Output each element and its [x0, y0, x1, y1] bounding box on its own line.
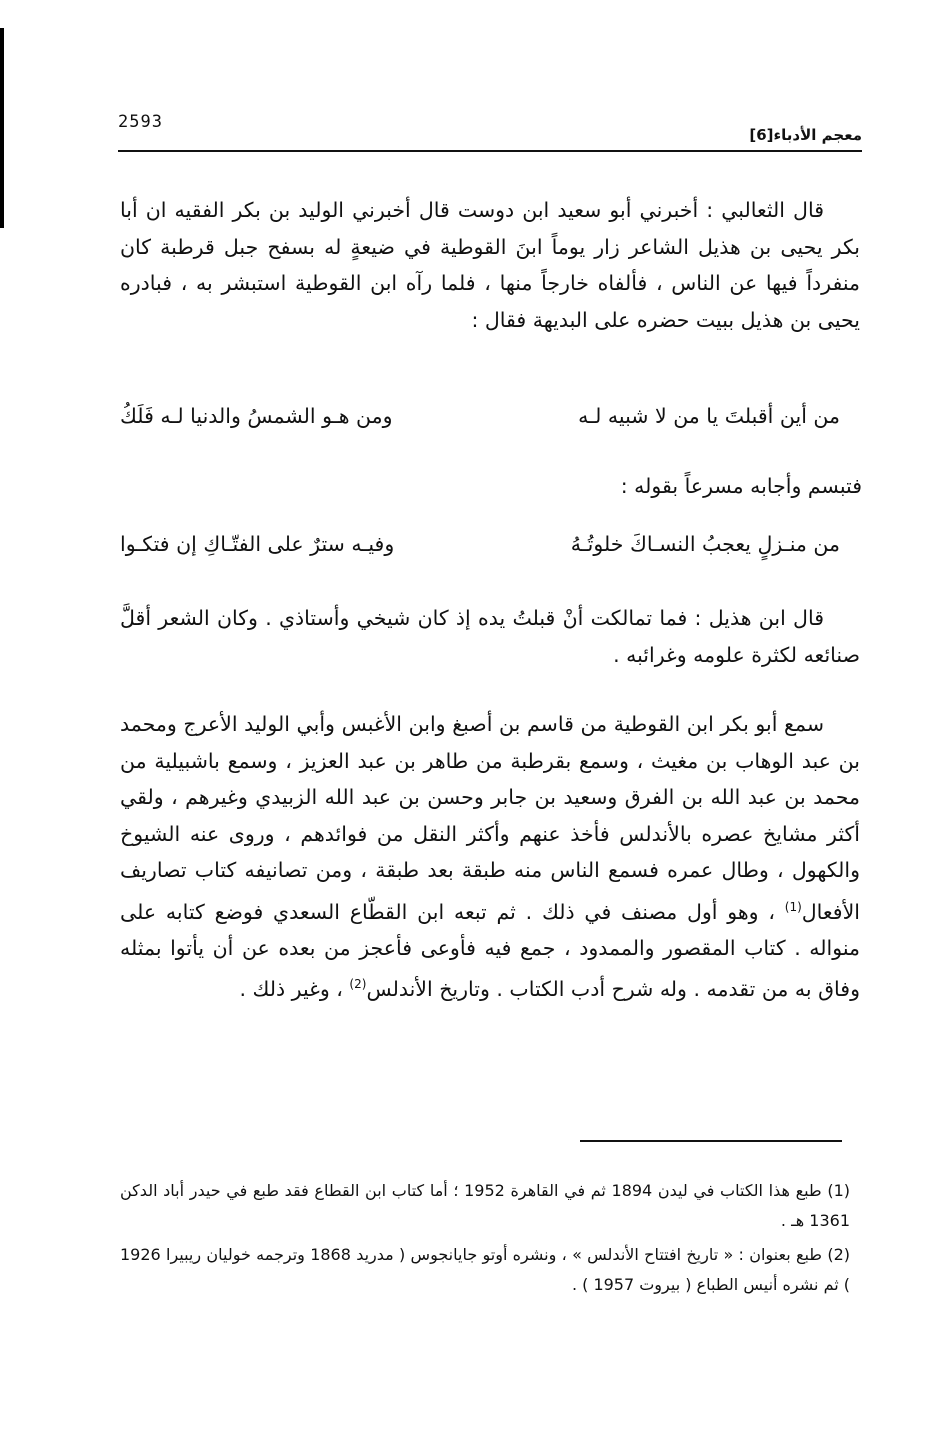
verse-1-first-hemistich: من أين أقبلتَ يا من لا شبيه لـه [578, 404, 840, 428]
page-number: 2593 [118, 112, 163, 132]
paragraph-3-part-1: سمع أبو بكر ابن القوطية من قاسم بن أصبغ وابن الأغبس وأبي الوليد الأعرج ومحمد بن عبد الوهاب بن مغيث ، وسمع بقرطبة من طاهر بن عبد العزيز ، وسمع باشبيلية من محمد بن عبد الله بن الفرق وسعيد بن جابر وحسن بن عبد الله الزبيدي وغيرهم ، ولقي أكثر مشايخ عصره بالأندلس فأخذ عنهم وأكثر النقل من فوائدهم ، وروى عنه الشيوخ والكهول ، وطال عمره فسمع الناس منه طبقة بعد طبقة ، ومن تصانيفه كتاب تصاريف الأفعال [120, 712, 860, 924]
footnotes [120, 1176, 850, 1304]
footnote-rule [580, 1140, 842, 1142]
paragraph-1-text: قال الثعالبي : أخبرني أبو سعيد ابن دوست قال أخبرني الوليد بن بكر الفقيه ان أبا بكر يحيى بن هذيل الشاعر زار يوماً ابنَ القوطية في ضيعةٍ له بسفح جبل قرطبة كان منفرداً فيها عن الناس ، فألفاه خارجاً منها ، فلما رآه ابن القوطية استبشر به ، فبادره يحيى بن هذيل ببيت حضره على البديهة فقال : [120, 198, 860, 332]
paragraph-2 [120, 600, 860, 673]
reply-intro: فتبسم وأجابه مسرعاً بقوله : [620, 474, 862, 498]
header-rule [118, 150, 862, 152]
footnote-ref-2: (2) [349, 977, 367, 992]
paragraph-2-text: قال ابن هذيل : فما تمالكت أنْ قبلتُ يده إذ كان شيخي وأستاذي . وكان الشعر أقلَّ صنائعه لكثرة علومه وغرائبه . [120, 606, 860, 667]
footnote-1: (1) طبع هذا الكتاب في ليدن 1894 ثم في القاهرة 1952 ؛ أما كتاب ابن القطاع فقد طبع في حيدر أباد الدكن 1361 هـ . [120, 1181, 850, 1230]
verse-2-first-hemistich: من منـزلٍ يعجبُ النسـاكَ خلوتُـهُ [570, 532, 840, 556]
paragraph-3-part-3: ، وغير ذلك . [239, 977, 350, 1002]
paragraph-3 [120, 706, 860, 1008]
running-title: معجم الأدباء[6] [749, 126, 862, 144]
verse-2-second-hemistich: وفيـه سترٌ على الفتّـاكِ إن فتكـوا [120, 532, 395, 556]
page-edge-mark [0, 28, 4, 228]
paragraph-3-text [120, 706, 860, 1008]
footnote-ref-1: (1) [784, 899, 802, 914]
paragraph-1 [120, 192, 860, 338]
footnote-2: (2) طبع بعنوان : « تاريخ افتتاح الأندلس » ، ونشره أوتو جايانجوس ( مدريد 1868 وترجمه خوليان ريبيرا 1926 ) ثم نشره أنيس الطباع ( بيروت 1957 ) . [120, 1245, 851, 1294]
paragraph-3-part-2: ، وهو أول مصنف في ذلك . ثم تبعه ابن القطّاع السعدي فوضع كتابه على منواله . كتاب المقصور والممدود ، جمع فيه فأوعى فأعجز من بعده عن أن يأتوا بمثله وفاق به من تقدمه . وله شرح أدب الكتاب . وتاريخ الأندلس [120, 899, 860, 1002]
verse-1-second-hemistich: ومن هـو الشمسُ والدنيا لـه فَلَكُ [120, 404, 393, 428]
page-header [118, 112, 862, 152]
